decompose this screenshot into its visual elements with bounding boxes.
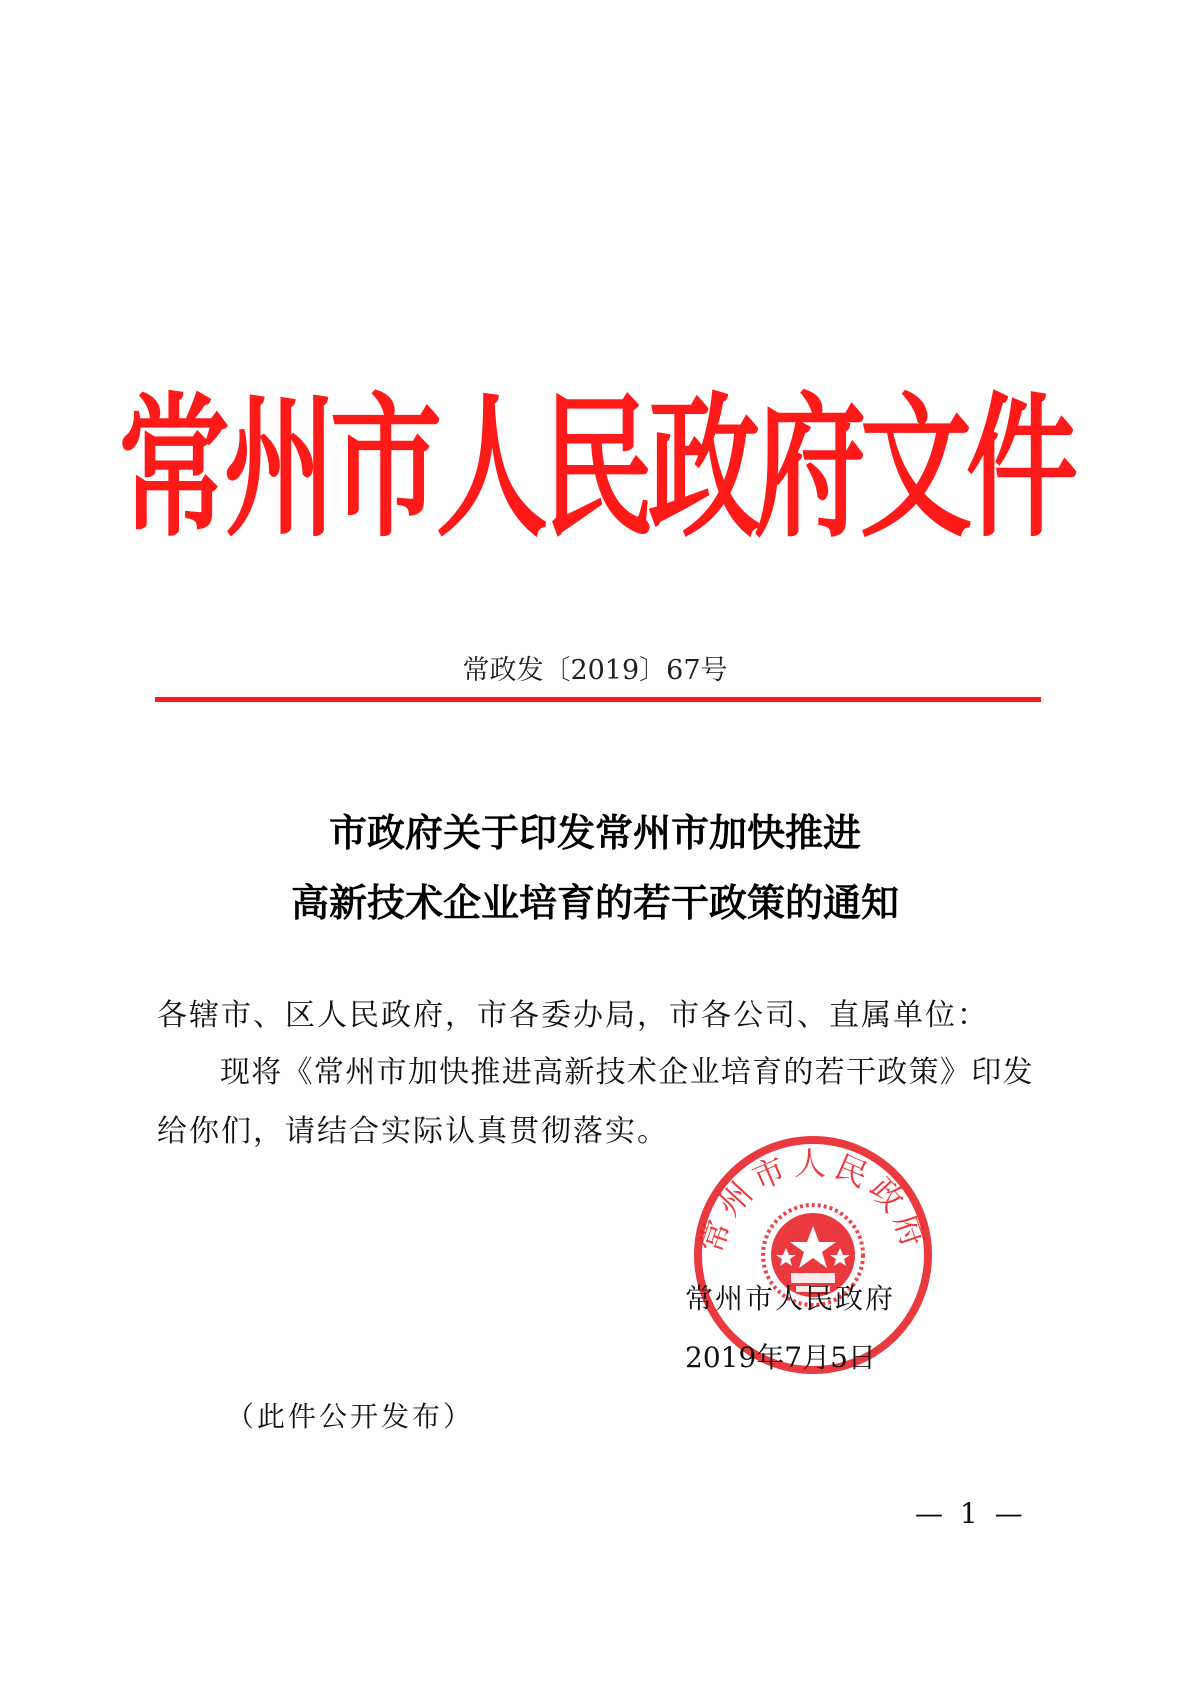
issue-date: 2019年7月5日 xyxy=(685,1341,876,1374)
masthead-title: 常州市人民政府文件 xyxy=(118,378,1072,559)
publication-note: （此件公开发布） xyxy=(226,1400,475,1433)
page-number: — 1 — xyxy=(915,1497,1027,1530)
svg-text:常州市人民政府: 常州市人民政府 xyxy=(691,1144,935,1258)
document-number: 常政发〔2019〕67号 xyxy=(462,655,728,686)
salutation: 各辖市、区人民政府，市各委办局，市各公司、直属单位： xyxy=(157,998,989,1033)
red-divider-line xyxy=(155,697,1041,702)
issuer-signature: 常州市人民政府 xyxy=(685,1282,896,1315)
body-paragraph-line-1: 现将《常州市加快推进高新技术企业培育的若干政策》印发 xyxy=(220,1055,1034,1090)
document-title-line-2: 高新技术企业培育的若干政策的通知 xyxy=(290,880,899,925)
document-title-line-1: 市政府关于印发常州市加快推进 xyxy=(328,810,861,855)
body-paragraph-line-2: 给你们，请结合实际认真贯彻落实。 xyxy=(157,1114,669,1149)
